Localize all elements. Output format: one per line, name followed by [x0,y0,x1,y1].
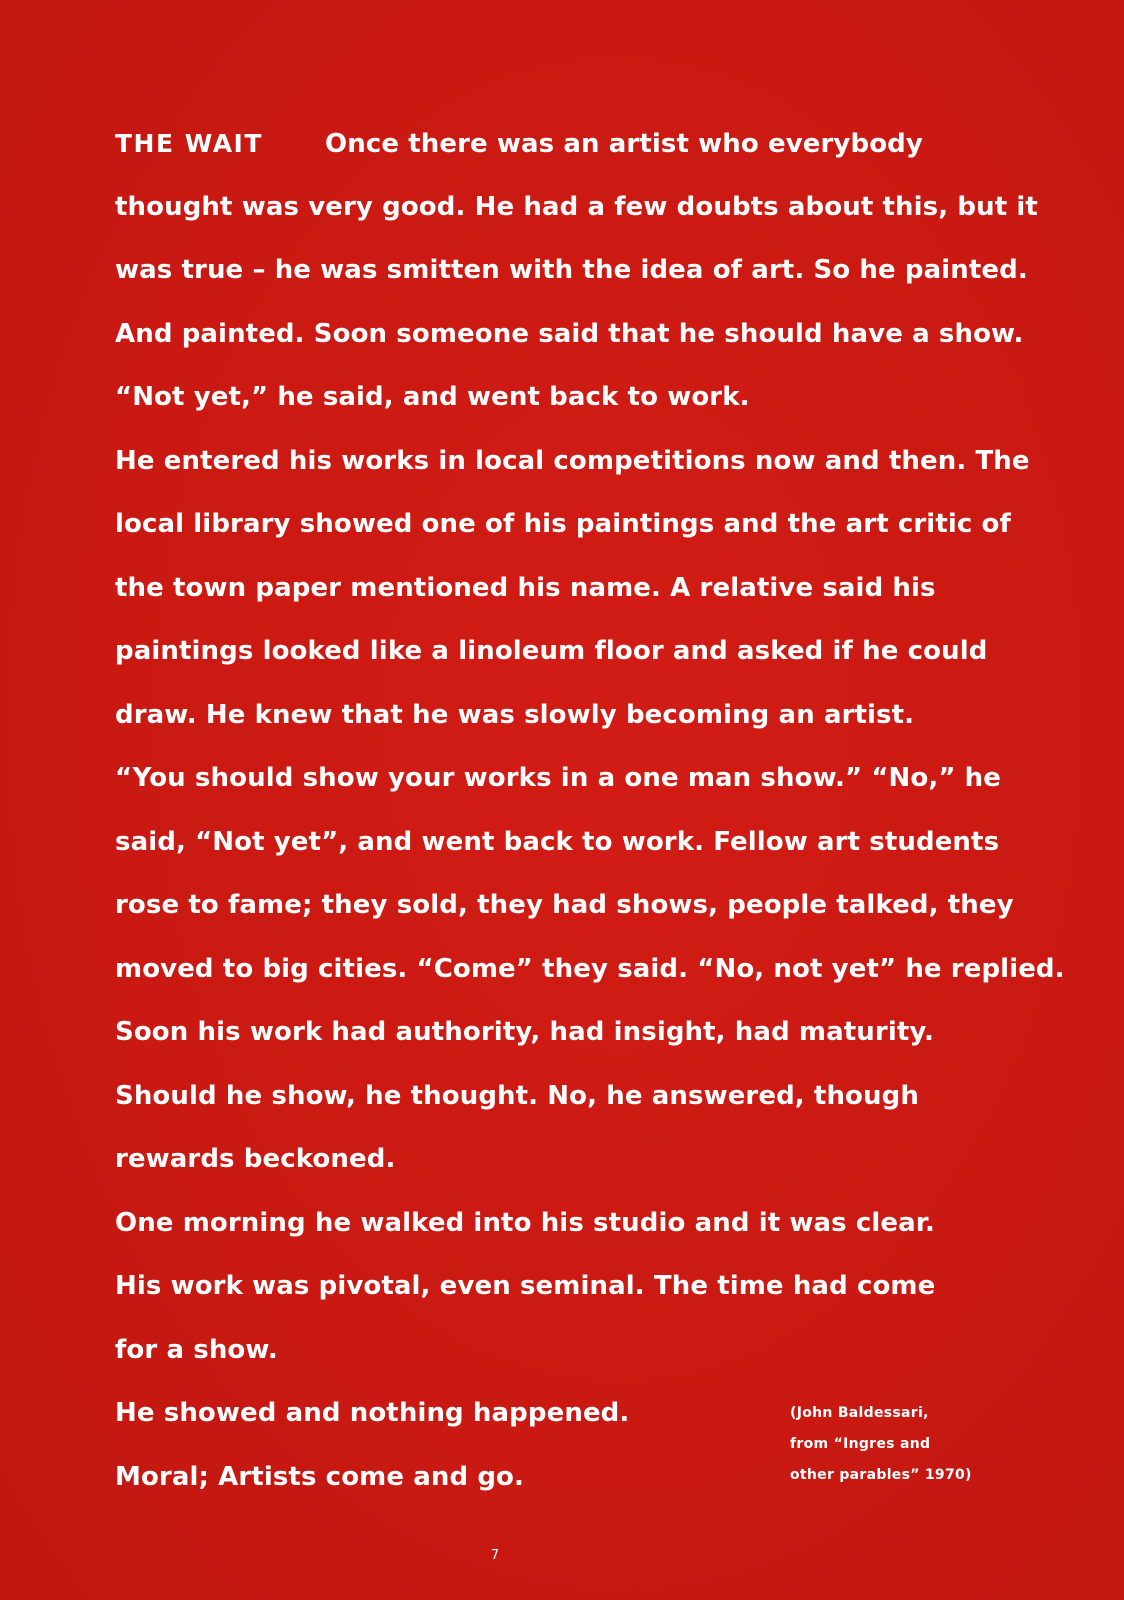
story-line-text: Once there was an artist who everybody [325,129,923,159]
attribution-line-3: other parables” 1970) [790,1467,972,1483]
story-heading: THE WAIT [115,129,263,158]
story-line-1 [115,112,1075,176]
story-line-12: said, “Not yet”, and went back to work. Fellow art students [115,826,1000,857]
story-line-15: Soon his work had authority, had insight, had maturity. [115,1017,935,1047]
story-text [115,112,1075,1509]
story-line-10: draw. He knew that he was slowly becoming an artist. [115,699,915,730]
story-line-7: local library showed one of his paintings and the art critic of [115,509,1011,539]
story-line-9: paintings looked like a linoleum floor and asked if he could [115,636,988,666]
story-line-14: moved to big cities. “Come” they said. “No, not yet” he replied. [115,953,1065,984]
attribution [790,1398,1030,1491]
story-line-2: thought was very good. He had a few doubts about this, but it [115,191,1038,222]
story-line-21: He showed and nothing happened. [115,1398,630,1428]
story-line-11: “You should show your works in a one man show.” “No,” he [115,763,1002,793]
story-line-20: for a show. [115,1334,278,1365]
story-line-6: He entered his works in local competitions now and then. The [115,445,1030,476]
story-line-19: His work was pivotal, even seminal. The time had come [115,1271,936,1301]
story-line-4: And painted. Soon someone said that he should have a show. [115,318,1024,349]
attribution-line-2: from “Ingres and [790,1436,931,1452]
story-line-8: the town paper mentioned his name. A relative said his [115,572,936,603]
page-number: 7 [490,1548,500,1563]
story-line-5: “Not yet,” he said, and went back to work. [115,382,750,412]
story-line-18: One morning he walked into his studio and it was clear. [115,1207,935,1238]
story-line-17: rewards beckoned. [115,1144,396,1174]
story-line-22: Moral; Artists come and go. [115,1461,525,1492]
attribution-line-1: (John Baldessari, [790,1405,929,1421]
story-line-16: Should he show, he thought. No, he answered, though [115,1080,919,1111]
story-line-13: rose to fame; they sold, they had shows, people talked, they [115,890,1014,920]
story-line-3: was true – he was smitten with the idea of art. So he painted. [115,255,1028,285]
